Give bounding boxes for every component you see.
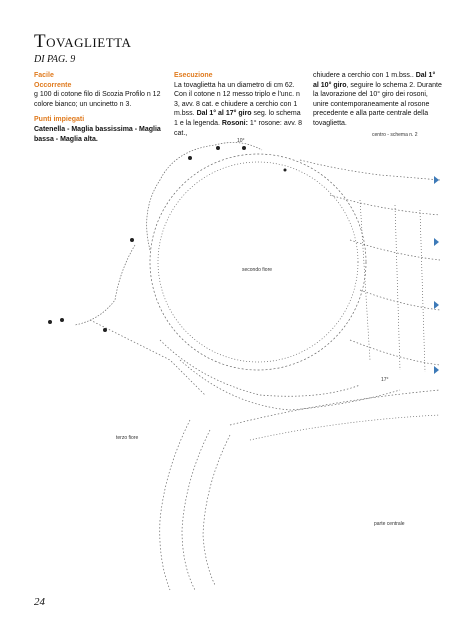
diagram-web-2 — [180, 360, 400, 410]
diagram-arc-3 — [203, 435, 230, 585]
diagram-scallop-top — [147, 142, 262, 250]
label-parte-centrale: parte centrale — [374, 521, 405, 527]
execution-heading: Esecuzione — [174, 72, 213, 79]
page-subtitle: DI PAG. 9 — [34, 54, 76, 65]
page-title: Tovaglietta — [34, 31, 132, 52]
needed-text: g 100 di cotone filo di Scozia Profilo n 12 colore bianco; un uncinetto n 3. — [34, 91, 161, 108]
picot-8 — [284, 169, 287, 172]
execution-text-2: seg. lo schema 1 e la legenda. — [174, 110, 301, 127]
picot-4 — [130, 238, 134, 242]
picot-1 — [188, 156, 192, 160]
arrow-right-icon — [434, 301, 439, 309]
execution-text-3: 1° rosone: avv. 8 cat., — [174, 119, 302, 137]
needed-heading: Occorrente — [34, 81, 72, 89]
execution-bold-2: Rosoni: — [221, 119, 248, 127]
diagram-net-line-2 — [330, 195, 440, 215]
page-number: 24 — [34, 596, 45, 608]
label-secondo-fiore: secondo fiore — [242, 267, 273, 273]
diagram-net-line-5 — [350, 340, 440, 365]
picot-5 — [48, 320, 52, 324]
diagram-arc-1 — [160, 420, 190, 590]
arrow-right-icon — [434, 176, 439, 184]
diagram-web-1 — [160, 340, 360, 396]
arrow-right-icon — [434, 238, 439, 246]
execution-text-1: La tovaglietta ha un diametro di cm 62. Con il cotone n 12 messo triplo e l'unc. n 3, avv. 8 cat. e chiudere a cerchio con 1 m.bss. — [174, 81, 300, 118]
picot-7 — [103, 328, 107, 332]
continuation-text-1: chiudere a cerchio con 1 m.bss.. — [313, 72, 416, 79]
diagram-arc-2 — [182, 430, 210, 590]
label-schema: centro - schema n. 2 — [372, 132, 418, 138]
arrow-right-icon — [434, 366, 439, 374]
picot-3 — [242, 146, 246, 150]
diagram-ring-inner — [158, 162, 358, 362]
diagram-net-line-4 — [360, 290, 440, 310]
execution-bold-1: Dal 1° al 17° giro — [196, 110, 252, 118]
stitches-heading: Punti impiegati — [34, 116, 85, 124]
diagram-net-line-1 — [300, 160, 440, 180]
diagram-net-verticals — [360, 200, 425, 372]
diagram-ring-outer — [150, 154, 366, 370]
diagram-web-3 — [90, 320, 205, 395]
difficulty-label: Facile — [34, 72, 54, 79]
picot-6 — [60, 318, 64, 322]
diagram-scallop-left — [75, 245, 135, 325]
continuation-text-2: , seguire lo schema 2. Durante la lavorazione del 10° giro dei rosoni, unire contemporaneamente al rosone precedente e alla parte centrale della tovaglietta. — [313, 81, 442, 127]
label-mark-10: 10° — [237, 138, 245, 144]
label-mark-17: 17° — [381, 377, 389, 383]
picot-2 — [216, 146, 220, 150]
diagram-arc-5 — [250, 415, 440, 440]
label-terzo-fiore: terzo fiore — [116, 435, 139, 441]
stitches-text: Catenella - Maglia bassissima - Maglia bassa - Maglia alta. — [34, 125, 161, 143]
continuation-bold-1: Dal 1° al 10° giro — [313, 72, 436, 89]
